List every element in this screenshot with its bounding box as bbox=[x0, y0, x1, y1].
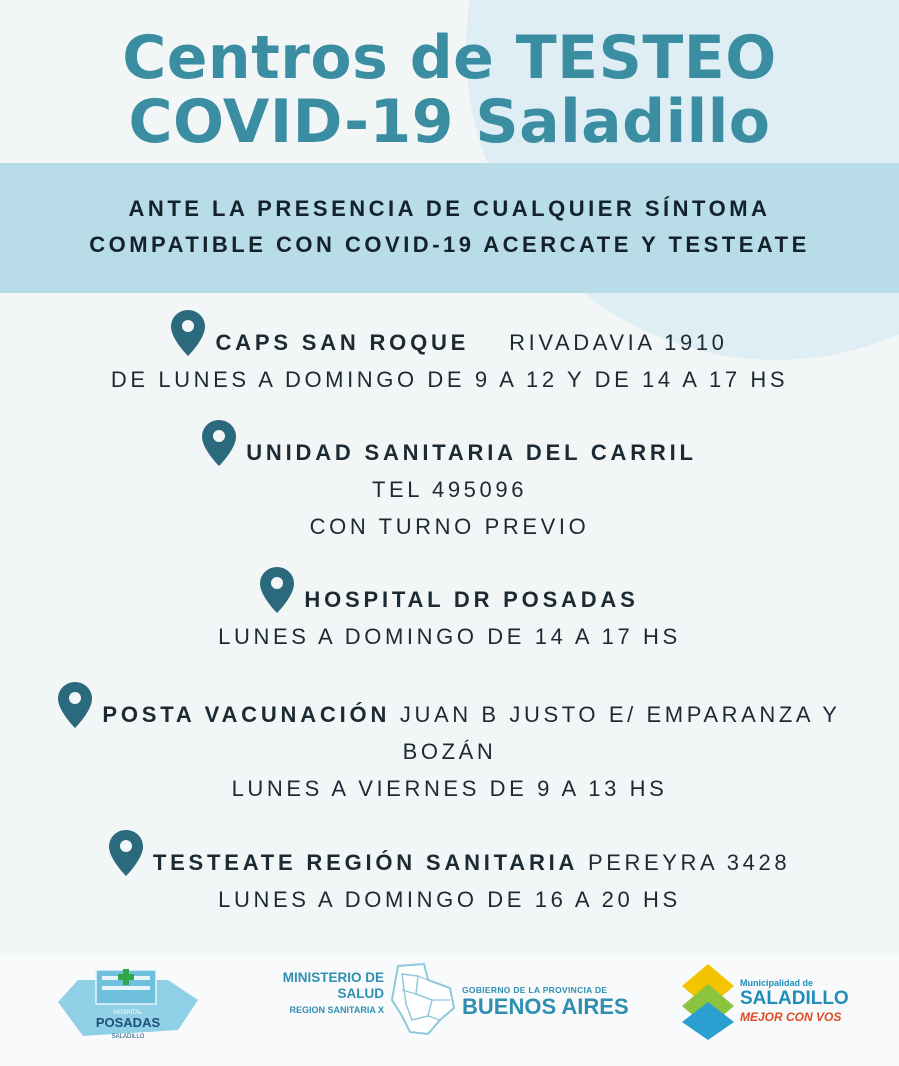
municipalidad-saladillo-logo bbox=[740, 978, 849, 1024]
location-hours: DE LUNES A DOMINGO DE 9 A 12 Y DE 14 A 17 HS bbox=[110, 367, 789, 392]
location-phone: TEL 495096 bbox=[371, 477, 528, 502]
municipio-slogan: MEJOR CON VOS bbox=[740, 1010, 842, 1024]
ministerio-salud-logo bbox=[266, 970, 384, 1018]
municipio-small-text: Municipalidad de bbox=[740, 978, 814, 988]
hospital-logo-line2: POSADAS bbox=[95, 1015, 161, 1030]
provincia-buenos-aires-logo bbox=[462, 985, 629, 1019]
location-hours: LUNES A DOMINGO DE 16 A 20 HS bbox=[218, 887, 681, 912]
provincia-big-text: BUENOS AIRES bbox=[462, 994, 629, 1019]
location-posta-vacunacion bbox=[0, 682, 899, 807]
band-line-2: COMPATIBLE CON COVID-19 ACERCATE Y TESTEATE bbox=[89, 232, 810, 257]
location-name: UNIDAD SANITARIA DEL CARRIL bbox=[246, 440, 697, 465]
hospital-logo-line1: HOSPITAL bbox=[113, 1010, 143, 1016]
location-note: CON TURNO PREVIO bbox=[309, 514, 590, 539]
map-pin-icon bbox=[109, 830, 143, 876]
location-caps-san-roque bbox=[0, 310, 899, 398]
location-name: CAPS SAN ROQUE bbox=[215, 330, 470, 355]
map-pin-icon bbox=[260, 567, 294, 613]
page-title bbox=[0, 23, 899, 157]
location-hours: LUNES A VIERNES DE 9 A 13 HS bbox=[231, 776, 668, 801]
map-pin-icon bbox=[202, 420, 236, 466]
map-pin-icon bbox=[58, 682, 92, 728]
hospital-posadas-logo bbox=[58, 962, 198, 1042]
location-name: HOSPITAL DR POSADAS bbox=[304, 587, 639, 612]
ministerio-line3: REGION SANITARIA X bbox=[289, 1005, 384, 1015]
location-hours: LUNES A DOMINGO DE 14 A 17 HS bbox=[218, 624, 681, 649]
location-address: RIVADAVIA 1910 bbox=[509, 330, 728, 355]
title-line-1: Centros de TESTEO bbox=[122, 23, 777, 93]
location-name: POSTA VACUNACIÓN bbox=[102, 702, 391, 727]
provincia-small-text: GOBIERNO DE LA PROVINCIA DE bbox=[462, 985, 608, 995]
municipio-big-text: SALADILLO bbox=[740, 988, 849, 1009]
ministerio-line1: MINISTERIO DE bbox=[282, 970, 384, 985]
location-address: PEREYRA 3428 bbox=[587, 850, 791, 875]
info-band-text bbox=[0, 191, 899, 263]
hospital-logo-line3: SALADILLO bbox=[111, 1034, 145, 1040]
saladillo-logo-icon bbox=[678, 962, 738, 1042]
buenos-aires-map-icon bbox=[388, 960, 458, 1038]
ministerio-line2: SALUD bbox=[337, 986, 384, 1001]
map-pin-icon bbox=[171, 310, 205, 356]
band-line-1: ANTE LA PRESENCIA DE CUALQUIER SÍNTOMA bbox=[128, 196, 771, 221]
location-hospital-posadas bbox=[0, 567, 899, 655]
location-address-cont: BOZÁN bbox=[402, 739, 497, 764]
location-unidad-sanitaria bbox=[0, 420, 899, 545]
location-name: TESTEATE REGIÓN SANITARIA bbox=[152, 850, 579, 875]
location-address: JUAN B JUSTO E/ EMPARANZA Y bbox=[399, 702, 841, 727]
title-line-2: COVID-19 Saladillo bbox=[128, 87, 771, 157]
location-testeate-region bbox=[0, 830, 899, 918]
